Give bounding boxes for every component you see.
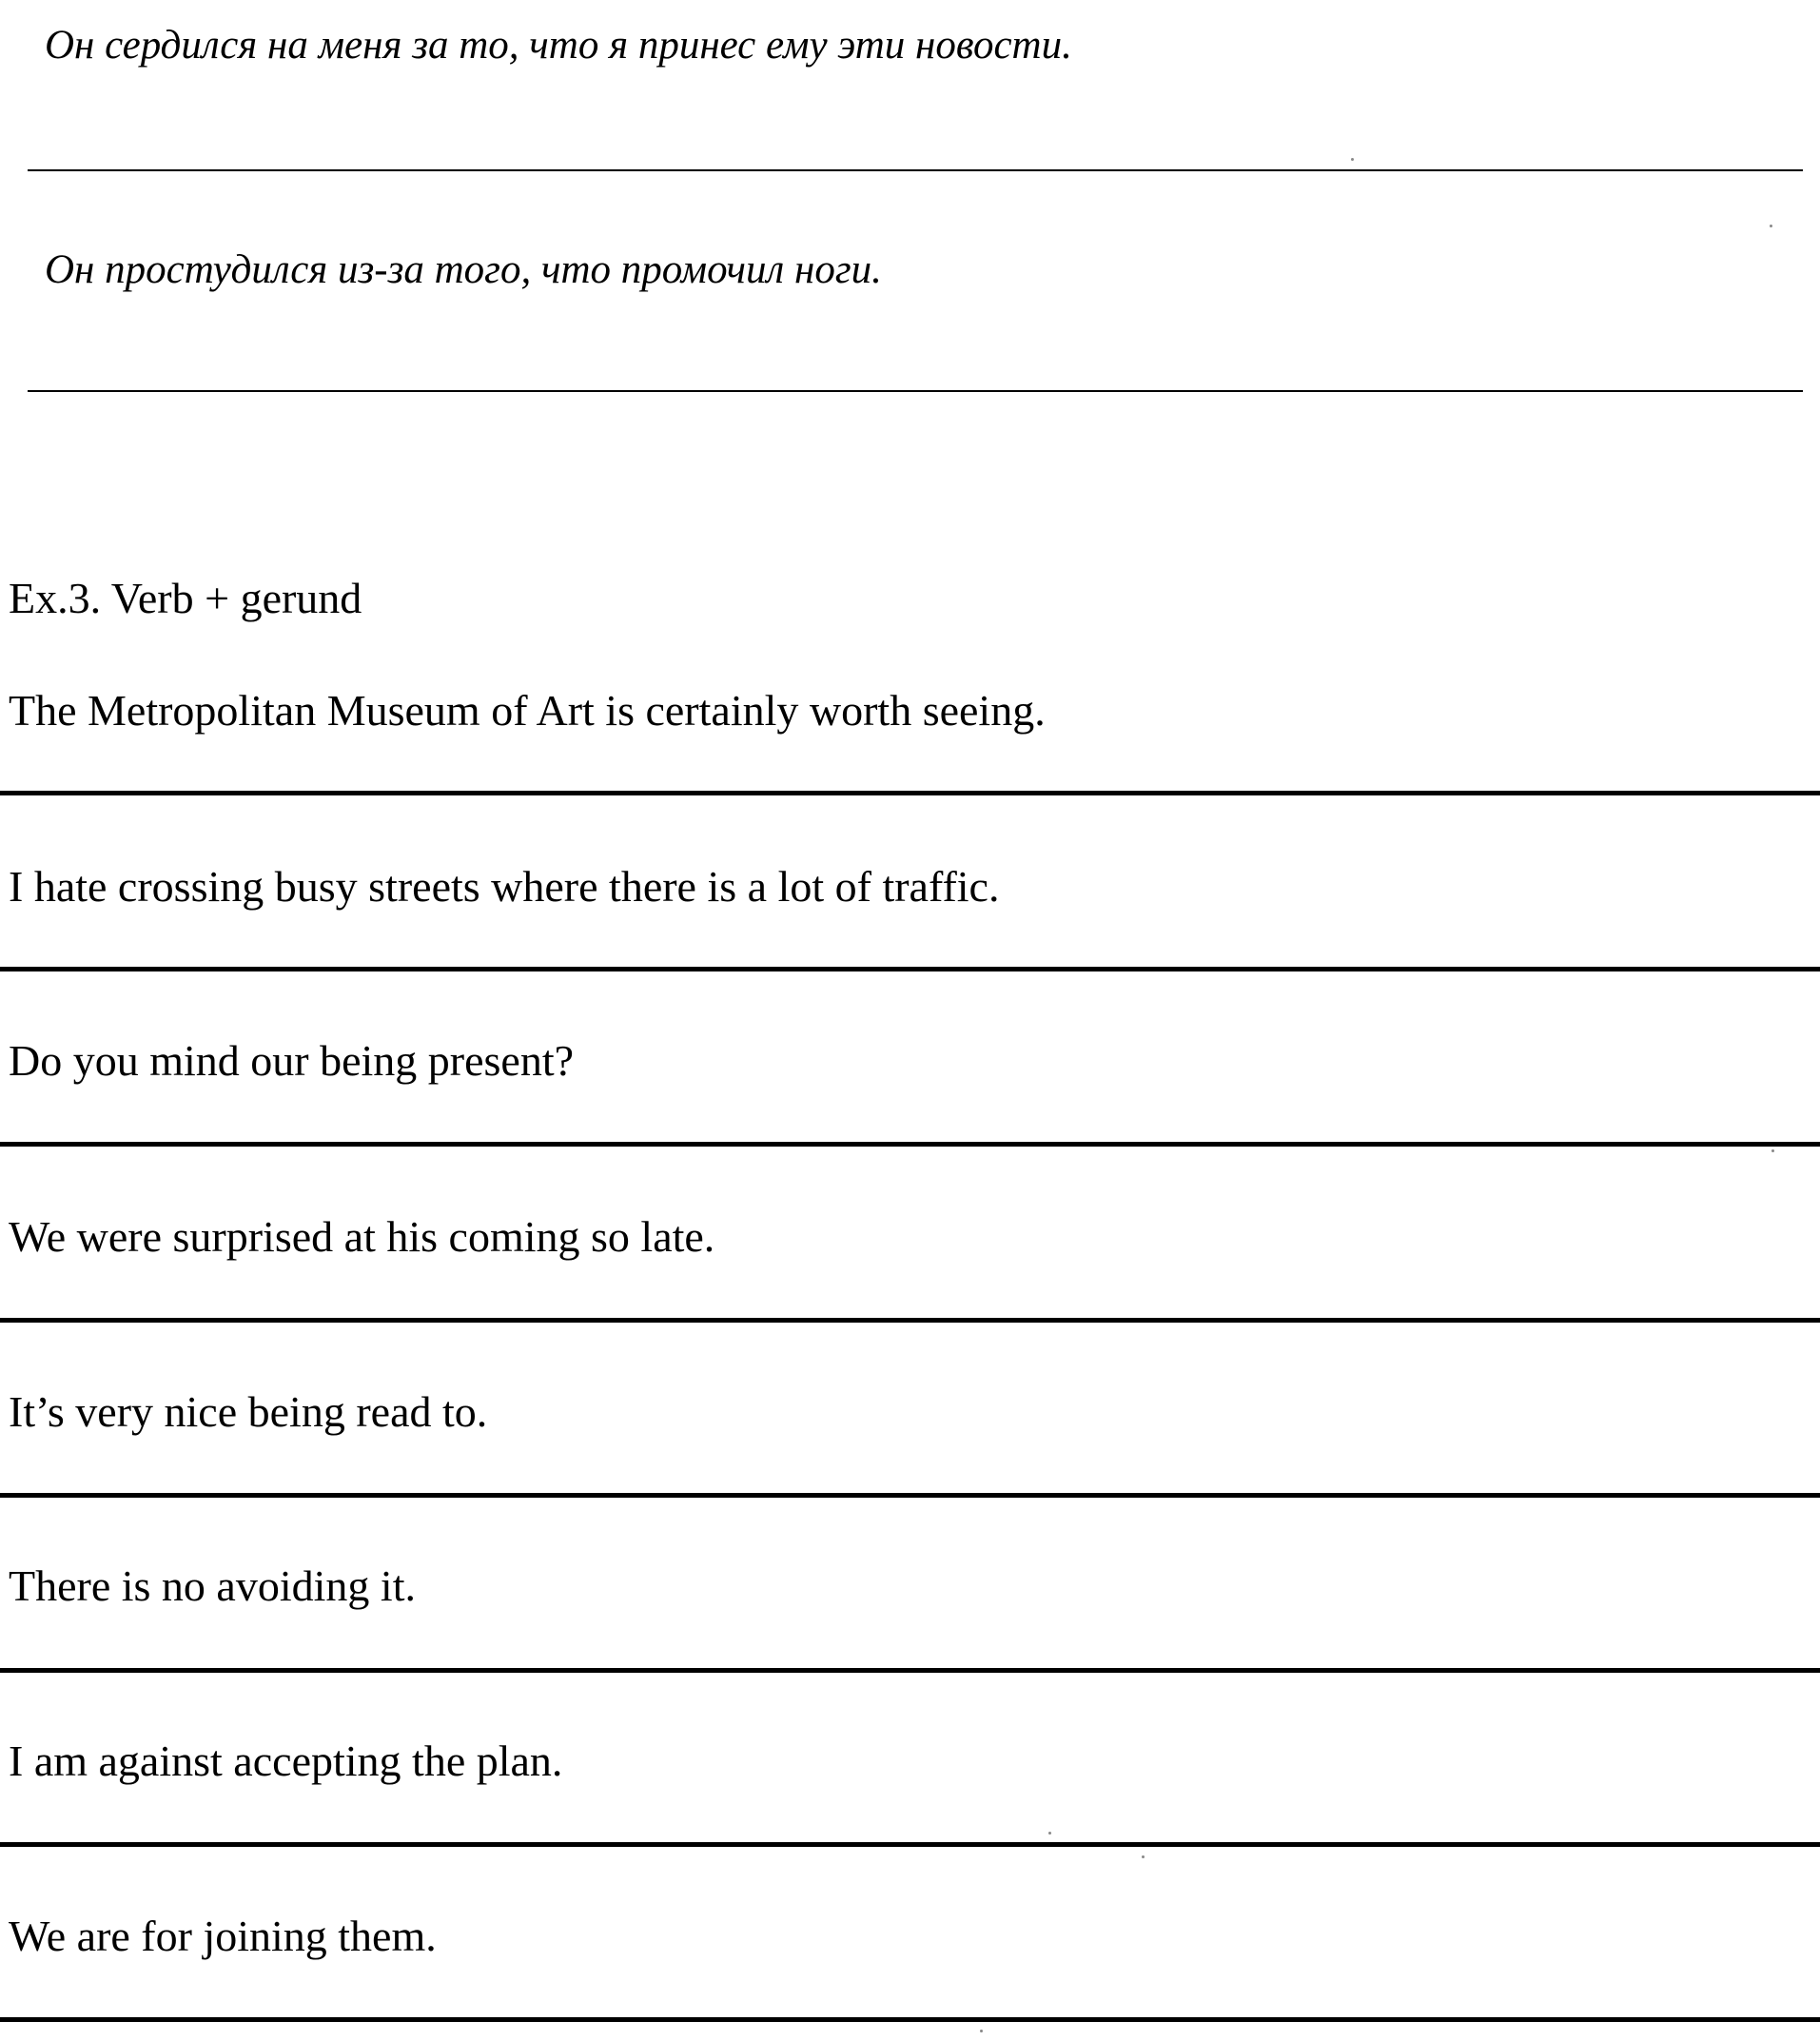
exercise-answer-line-5[interactable] (0, 1493, 1820, 1498)
exercise-heading: Ex.3. Verb + gerund (9, 574, 362, 622)
translation-sentence-1: Он сердился на меня за то, что я принес ему эти новости. (45, 23, 1072, 68)
exercise-answer-line-4[interactable] (0, 1318, 1820, 1323)
exercise-answer-line-7[interactable] (0, 1842, 1820, 1847)
exercise-answer-line-2[interactable] (0, 967, 1820, 971)
translation-sentence-2: Он простудился из-за того, что промочил ноги. (45, 247, 882, 292)
scan-speck (1142, 1855, 1145, 1858)
scan-speck (1771, 1149, 1774, 1152)
exercise-sentence-2: I hate crossing busy streets where there is a lot of traffic. (9, 862, 1000, 911)
exercise-sentence-1: The Metropolitan Museum of Art is certainly worth seeing. (9, 686, 1046, 735)
exercise-sentence-6: There is no avoiding it. (9, 1561, 416, 1610)
answer-line-1[interactable] (28, 169, 1803, 171)
exercise-answer-line-8[interactable] (0, 2017, 1820, 2022)
exercise-sentence-4: We were surprised at his coming so late. (9, 1212, 715, 1261)
scan-speck (980, 2030, 983, 2032)
exercise-answer-line-1[interactable] (0, 791, 1820, 795)
scan-speck (1351, 158, 1354, 161)
exercise-answer-line-3[interactable] (0, 1142, 1820, 1147)
scan-speck (1048, 1832, 1051, 1835)
exercise-sentence-8: We are for joining them. (9, 1912, 437, 1960)
exercise-answer-line-6[interactable] (0, 1668, 1820, 1673)
answer-line-2[interactable] (28, 390, 1803, 392)
exercise-sentence-7: I am against accepting the plan. (9, 1737, 563, 1785)
exercise-sentence-3: Do you mind our being present? (9, 1036, 575, 1085)
scan-speck (1770, 225, 1772, 227)
exercise-sentence-5: It’s very nice being read to. (9, 1387, 488, 1436)
